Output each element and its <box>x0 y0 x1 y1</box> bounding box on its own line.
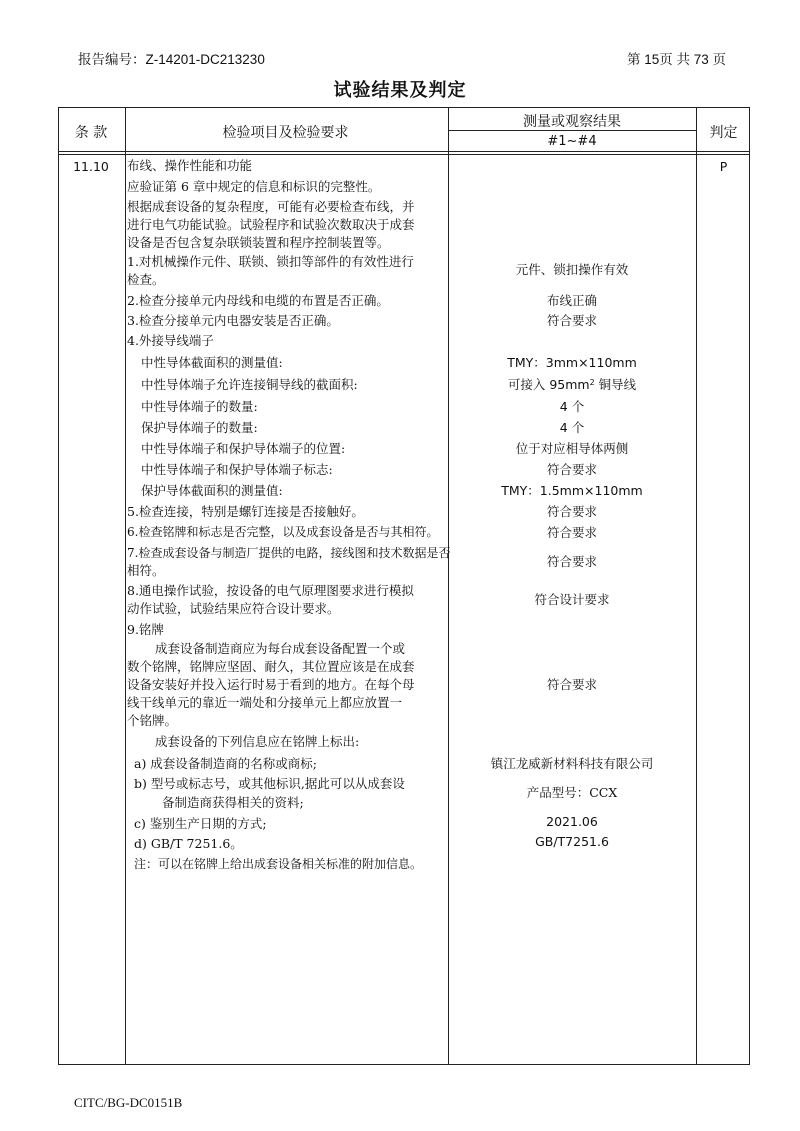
result-value: 符合要求 <box>546 525 597 540</box>
item-line: d) GB/T 7251.6。 <box>134 836 243 851</box>
result-value: 符合要求 <box>546 462 597 477</box>
item-line: 中性导体端子和保护导体端子标志: <box>141 462 333 477</box>
report-number: 报告编号：Z-14201-DC213230 <box>78 52 265 67</box>
result-value: 产品型号：CCX <box>526 785 618 800</box>
result-value: 4 个 <box>559 399 585 414</box>
item-line: 设备是否包含复杂联锁装置和程序控制装置等。 <box>127 235 390 250</box>
result-value-part: 可接入 95mm <box>507 377 590 392</box>
item-line: c) 鉴别生产日期的方式; <box>134 816 267 831</box>
item-line: 进行电气功能试验。试验程序和试验次数取决于成套 <box>127 217 415 232</box>
item-line: 中性导体端子允许连接铜导线的截面积: <box>141 377 358 392</box>
item-line: 成套设备的下列信息应在铭牌上标出: <box>155 734 360 749</box>
item-line: 9.铭牌 <box>127 622 164 637</box>
item-line: b) 型号或标志号，或其他标识,据此可以从成套设 <box>134 776 405 791</box>
header-clause: 条 款 <box>74 125 108 141</box>
item-line: 个铭牌。 <box>127 713 178 728</box>
item-line: 设备安装好并投入运行时易于看到的地方。在每个母 <box>127 677 415 692</box>
col-divider <box>696 108 697 1064</box>
item-line: 注：可以在铭牌上给出成套设备相关标准的附加信息。 <box>134 857 423 871</box>
item-line: 8.通电操作试验，按设备的电气原理图要求进行模拟 <box>127 583 414 598</box>
result-value: 布线正确 <box>546 293 597 308</box>
item-line: 中性导体端子和保护导体端子的位置: <box>141 441 346 456</box>
item-line: 4.外接导线端子 <box>127 333 214 348</box>
item-line: 线干线单元的靠近一端处和分接单元上都应放置一 <box>127 695 403 710</box>
header-divider <box>59 151 749 155</box>
item-line: 成套设备制造商应为每台成套设备配置一个或 <box>155 641 406 656</box>
header-result-sub: #1~#4 <box>547 134 597 149</box>
item-line: 中性导体端子的数量: <box>141 399 258 414</box>
page-title: 试验结果及判定 <box>333 80 467 101</box>
item-line: 布线、操作性能和功能 <box>127 158 253 173</box>
item-line: 相符。 <box>127 563 165 578</box>
col-divider <box>448 108 449 1064</box>
page-info: 第 15页 共 73 页 <box>626 52 726 67</box>
header-result: 测量或观察结果 <box>523 114 621 130</box>
result-value: 元件、锁扣操作有效 <box>515 262 629 277</box>
item-line: 6.检查铭牌和标志是否完整，以及成套设备是否与其相符。 <box>127 525 439 539</box>
item-line: 中性导体截面积的测量值: <box>141 355 283 370</box>
result-value: 符合要求 <box>546 504 597 519</box>
verdict-value: P <box>719 159 728 174</box>
result-value: 镇江龙威新材料科技有限公司 <box>490 756 654 771</box>
superscript: 2 <box>589 378 595 387</box>
item-line: 数个铭牌，铭牌应坚固、耐久，其位置应该是在成套 <box>127 659 415 674</box>
item-line: 5.检查连接，特别是螺钉连接是否接触好。 <box>127 504 364 519</box>
item-line: 根据成套设备的复杂程度，可能有必要检查布线，并 <box>127 199 415 214</box>
result-value <box>448 377 696 392</box>
item-line: 保护导体端子的数量: <box>141 420 258 435</box>
result-value: 符合要求 <box>546 554 597 569</box>
result-value: 位于对应相导体两侧 <box>515 441 629 456</box>
result-value: GB/T7251.6 <box>535 834 609 849</box>
col-divider <box>125 108 126 1064</box>
item-line: 检查。 <box>127 272 165 287</box>
header-verdict: 判定 <box>709 125 738 141</box>
result-value: 4 个 <box>559 420 585 435</box>
result-value: 符合要求 <box>546 313 597 328</box>
header-item: 检验项目及检验要求 <box>222 125 349 141</box>
result-value: TMY：1.5mm×110mm <box>501 483 643 498</box>
item-line: 3.检查分接单元内电器安装是否正确。 <box>127 313 339 328</box>
result-value: 2021.06 <box>546 814 598 829</box>
item-line: 备制造商获得相关的资料; <box>162 795 304 810</box>
result-value: TMY：3mm×110mm <box>507 355 637 370</box>
item-line: 应验证第 6 章中规定的信息和标识的完整性。 <box>127 179 381 194</box>
clause-number: 11.10 <box>73 159 109 174</box>
result-value: 符合要求 <box>546 677 597 692</box>
result-value-part: 铜导线 <box>594 377 637 392</box>
item-line: 7.检查成套设备与制造厂提供的电路，接线图和技术数据是否 <box>127 546 451 560</box>
result-value: 符合设计要求 <box>534 592 610 607</box>
item-line: 动作试验，试验结果应符合设计要求。 <box>127 601 340 616</box>
item-line: 保护导体截面积的测量值: <box>141 483 283 498</box>
item-line: a) 成套设备制造商的名称或商标; <box>134 756 318 771</box>
item-line: 1.对机械操作元件、联锁、锁扣等部件的有效性进行 <box>127 254 414 269</box>
item-line: 2.检查分接单元内母线和电缆的布置是否正确。 <box>127 293 389 308</box>
form-code: CITC/BG-DC0151B <box>74 1095 183 1110</box>
